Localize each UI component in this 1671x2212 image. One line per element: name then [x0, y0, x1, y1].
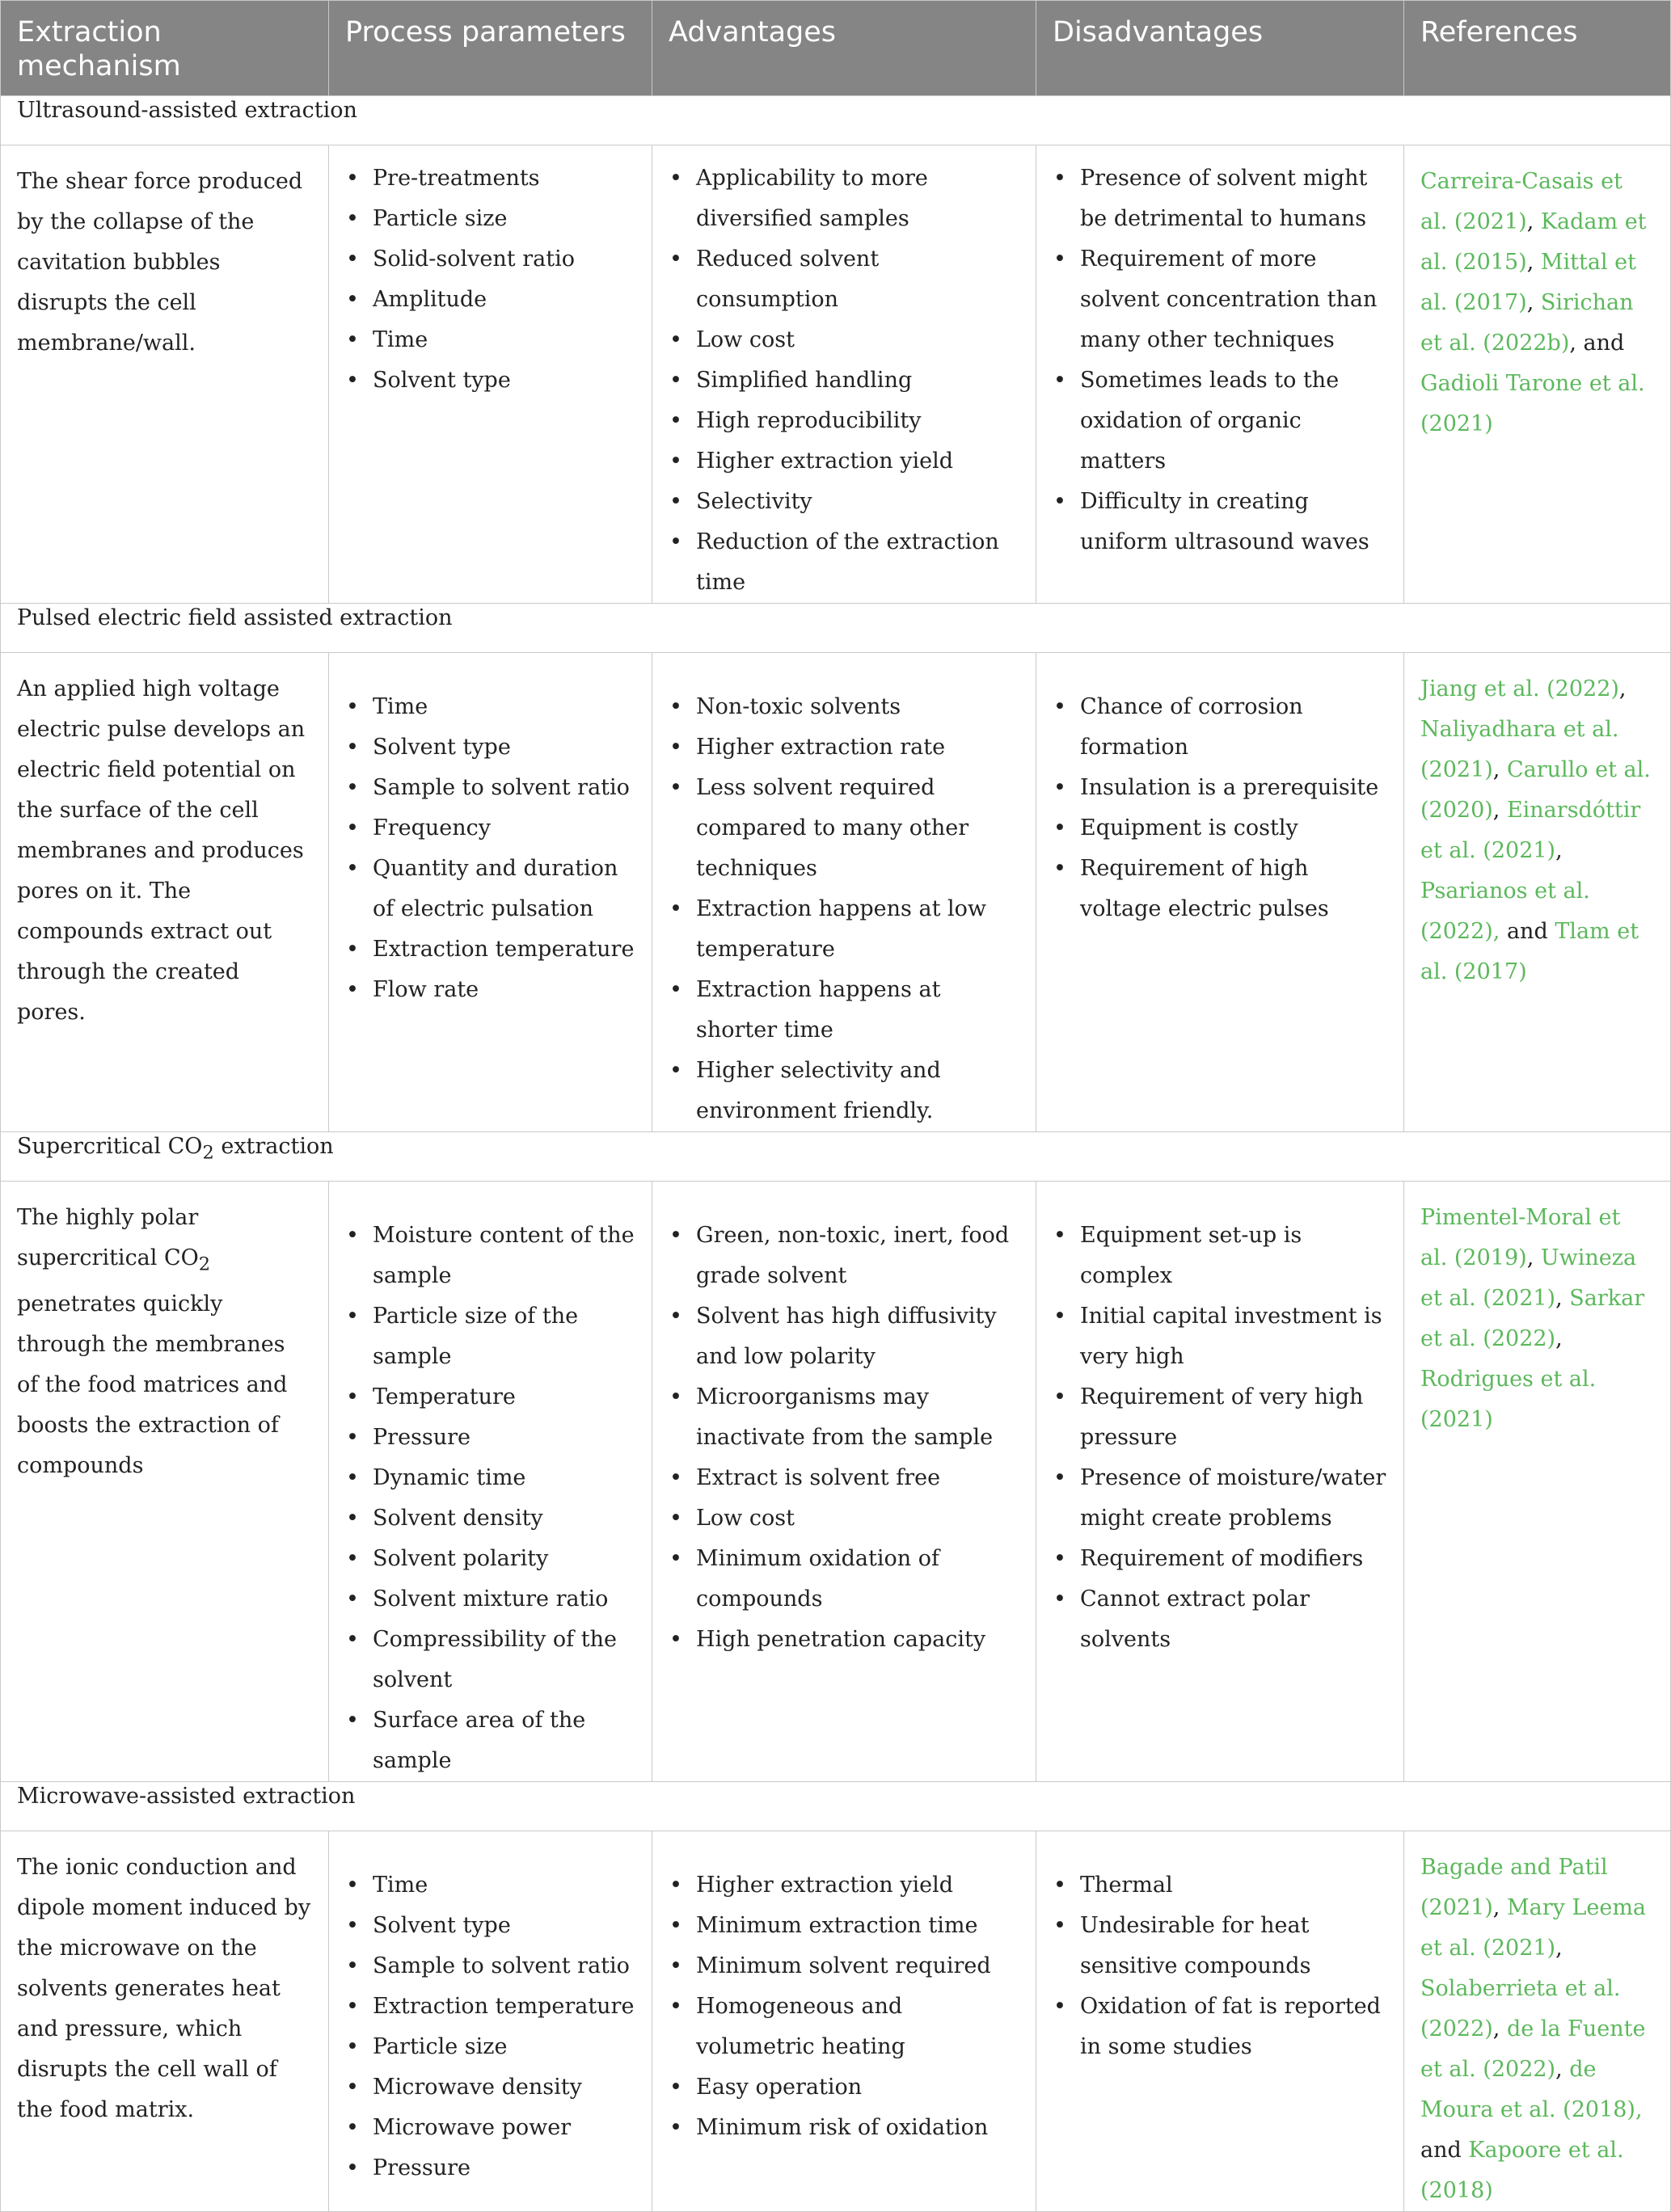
advantage-item: • Higher extraction yield	[669, 1865, 1019, 1906]
parameters-cell	[329, 1831, 652, 2212]
disadvantage-item: • Requirement of modifiers	[1053, 1539, 1387, 1579]
section-title-text: extraction	[213, 1134, 334, 1159]
section-title: Pulsed electric field assisted extraction	[1, 604, 1671, 653]
advantage-item: • Non-toxic solvents	[669, 687, 1019, 727]
parameter-item: • Sample to solvent ratio	[345, 1946, 635, 1987]
advantage-item: • Higher extraction yield	[669, 441, 1019, 482]
disadvantages-cell	[1036, 653, 1404, 1132]
parameters-cell	[329, 1182, 652, 1782]
section-title: Microwave-assisted extraction	[1, 1782, 1671, 1831]
advantage-item: • Minimum risk of oxidation	[669, 2108, 1019, 2148]
parameters-cell	[329, 145, 652, 604]
reference-link[interactable]: Tlam et al. (2017)	[1420, 919, 1639, 984]
disadvantages-cell	[1036, 1831, 1404, 2212]
reference-link[interactable]: Kapoore et al. (2018)	[1420, 2138, 1624, 2203]
advantage-item: • Green, non-toxic, inert, food grade solvent	[669, 1216, 1019, 1296]
reference-separator: , and	[1569, 331, 1625, 356]
disadvantages-cell	[1036, 145, 1404, 604]
parameter-list	[345, 1216, 635, 1781]
reference-separator: ,	[1492, 2016, 1507, 2041]
advantage-item: • Homogeneous and volumetric heating	[669, 1987, 1019, 2067]
reference-link[interactable]: Kadam et al. (2015)	[1420, 209, 1647, 275]
reference-separator: ,	[1492, 1895, 1507, 1920]
mechanism-cell: An applied high voltage electric pulse develops an electric field potential on the surface of the cell membranes and produces pores on it. The compounds extract out through the created pores.	[1, 653, 329, 1132]
reference-link[interactable]: Sarkar et al. (2022)	[1420, 1286, 1645, 1351]
parameter-list	[345, 158, 635, 401]
reference-separator: ,	[1555, 1936, 1563, 1961]
advantage-item: • Low cost	[669, 1498, 1019, 1539]
parameter-item: • Solvent polarity	[345, 1539, 635, 1579]
advantage-item: • Easy operation	[669, 2067, 1019, 2108]
reference-separator: and	[1500, 919, 1555, 944]
parameter-item: • Particle size of the sample	[345, 1296, 635, 1377]
parameter-item: • Surface area of the sample	[345, 1700, 635, 1781]
advantage-item: • Simplified handling	[669, 360, 1019, 401]
advantage-list	[669, 1216, 1019, 1660]
header-disadvantages: Disadvantages	[1036, 1, 1404, 96]
reference-link[interactable]: Solaberrieta et al. (2022)	[1420, 1976, 1621, 2041]
disadvantage-list	[1053, 158, 1387, 562]
disadvantage-item: • Difficulty in creating uniform ultrasound waves	[1053, 482, 1387, 562]
references-cell	[1404, 1831, 1671, 2212]
advantage-item: • Extraction happens at shorter time	[669, 970, 1019, 1051]
advantage-item: • Reduction of the extraction time	[669, 522, 1019, 603]
parameter-item: • Solvent mixture ratio	[345, 1579, 635, 1620]
section-row-supercritical-co2	[1, 1132, 1671, 1182]
parameter-item: • Microwave power	[345, 2108, 635, 2148]
references-cell	[1404, 653, 1671, 1132]
parameter-item: • Extraction temperature	[345, 929, 635, 970]
advantage-item: • Minimum solvent required	[669, 1946, 1019, 1987]
header-references: References	[1404, 1, 1671, 96]
disadvantage-item: • Equipment is costly	[1053, 808, 1387, 849]
parameter-item: • Quantity and duration of electric pulsation	[345, 849, 635, 929]
section-title	[1, 1132, 1671, 1182]
references-cell	[1404, 145, 1671, 604]
parameter-item: • Pre-treatments	[345, 158, 635, 199]
reference-link[interactable]: Naliyadhara et al. (2021)	[1420, 717, 1619, 782]
parameter-item: • Temperature	[345, 1377, 635, 1418]
advantage-item: • Applicability to more diversified samples	[669, 158, 1019, 239]
disadvantage-list	[1053, 687, 1387, 929]
disadvantages-cell	[1036, 1182, 1404, 1782]
advantage-item: • Extraction happens at low temperature	[669, 889, 1019, 970]
parameter-item: • Dynamic time	[345, 1458, 635, 1498]
mechanism-cell	[1, 1182, 329, 1782]
reference-separator: ,	[1555, 2057, 1570, 2082]
reference-separator: ,	[1526, 209, 1541, 234]
advantage-item: • Minimum oxidation of compounds	[669, 1539, 1019, 1620]
reference-link[interactable]: Rodrigues et al. (2021)	[1420, 1367, 1597, 1432]
disadvantage-item: • Undesirable for heat sensitive compounds	[1053, 1906, 1387, 1987]
parameter-item: • Microwave density	[345, 2067, 635, 2108]
parameter-item: • Solvent type	[345, 360, 635, 401]
advantages-cell	[652, 653, 1036, 1132]
parameter-item: • Solvent density	[345, 1498, 635, 1539]
section-row-microwave	[1, 1782, 1671, 1831]
advantage-item: • High reproducibility	[669, 401, 1019, 441]
parameter-item: • Solvent type	[345, 727, 635, 768]
advantage-item: • Minimum extraction time	[669, 1906, 1019, 1946]
reference-link[interactable]: Pimentel-Moral et al. (2019)	[1420, 1205, 1621, 1270]
disadvantage-item: • Equipment set-up is complex	[1053, 1216, 1387, 1296]
advantages-cell	[652, 145, 1036, 604]
reference-link[interactable]: Jiang et al. (2022)	[1420, 676, 1619, 702]
disadvantage-item: • Sometimes leads to the oxidation of organic matters	[1053, 360, 1387, 482]
disadvantage-item: • Requirement of high voltage electric pulses	[1053, 849, 1387, 929]
reference-separator: ,	[1618, 676, 1627, 702]
advantages-cell	[652, 1182, 1036, 1782]
section-title-text: Supercritical CO	[17, 1134, 203, 1159]
parameter-item: • Particle size	[345, 2027, 635, 2067]
disadvantage-item: • Thermal	[1053, 1865, 1387, 1906]
reference-link[interactable]: de Moura et al. (2018),	[1420, 2057, 1643, 2122]
parameter-list	[345, 1865, 635, 2189]
disadvantage-item: • Initial capital investment is very high	[1053, 1296, 1387, 1377]
advantage-item: • Microorganisms may inactivate from the sample	[669, 1377, 1019, 1458]
references-cell	[1404, 1182, 1671, 1782]
mechanism-cell: The ionic conduction and dipole moment induced by the microwave on the solvents generates heat and pressure, which disrupts the cell wall of the food matrix.	[1, 1831, 329, 2212]
advantage-item: • Extract is solvent free	[669, 1458, 1019, 1498]
parameters-cell	[329, 653, 652, 1132]
parameter-item: • Compressibility of the solvent	[345, 1620, 635, 1700]
disadvantage-list	[1053, 1216, 1387, 1660]
parameter-list	[345, 687, 635, 1010]
table-row	[1, 145, 1671, 604]
parameter-item: • Sample to solvent ratio	[345, 768, 635, 808]
advantage-list	[669, 687, 1019, 1131]
reference-separator: ,	[1492, 757, 1507, 782]
parameter-item: • Extraction temperature	[345, 1987, 635, 2027]
disadvantage-item: • Requirement of more solvent concentration than many other techniques	[1053, 239, 1387, 360]
advantage-item: • Low cost	[669, 320, 1019, 360]
disadvantage-item: • Cannot extract polar solvents	[1053, 1579, 1387, 1660]
disadvantage-item: • Presence of solvent might be detrimental to humans	[1053, 158, 1387, 239]
reference-link[interactable]: Carreira-Casais et al. (2021)	[1420, 169, 1622, 234]
reference-separator: and	[1420, 2138, 1469, 2163]
advantage-item: • High penetration capacity	[669, 1620, 1019, 1660]
mechanism-text: The highly polar supercritical CO	[17, 1205, 199, 1270]
advantage-list	[669, 158, 1019, 603]
table-header-row	[1, 1, 1671, 96]
header-process-parameters: Process parameters	[329, 1, 652, 96]
reference-link[interactable]: Psarianos et al. (2022),	[1420, 878, 1590, 944]
reference-link[interactable]: Bagade and Patil (2021)	[1420, 1855, 1608, 1920]
advantage-item: • Selectivity	[669, 482, 1019, 522]
reference-link[interactable]: Mittal et al. (2017)	[1420, 250, 1636, 315]
parameter-item: • Time	[345, 1865, 635, 1906]
parameter-item: • Flow rate	[345, 970, 635, 1010]
subscript: 2	[202, 1142, 214, 1164]
parameter-item: • Pressure	[345, 1418, 635, 1458]
reference-link[interactable]: Sirichan et al. (2022b)	[1420, 290, 1634, 356]
section-row-pulsed-electric-field	[1, 604, 1671, 653]
advantage-item: • Reduced solvent consumption	[669, 239, 1019, 320]
reference-link[interactable]: Gadioli Tarone et al. (2021)	[1420, 371, 1645, 436]
reference-link[interactable]: Einarsdóttir et al. (2021)	[1420, 798, 1641, 863]
parameter-item: • Solid-solvent ratio	[345, 239, 635, 280]
parameter-item: • Time	[345, 320, 635, 360]
table-row	[1, 1831, 1671, 2212]
disadvantage-list	[1053, 1865, 1387, 2067]
reference-separator: ,	[1492, 798, 1507, 823]
parameter-item: • Solvent type	[345, 1906, 635, 1946]
reference-link[interactable]: Uwineza et al. (2021)	[1420, 1245, 1637, 1311]
reference-link[interactable]: Mary Leema et al. (2021)	[1420, 1895, 1647, 1961]
reference-separator: ,	[1526, 1245, 1541, 1270]
disadvantage-item: • Presence of moisture/water might create problems	[1053, 1458, 1387, 1539]
reference-link[interactable]: de la Fuente et al. (2022)	[1420, 2016, 1646, 2082]
advantage-item: • Less solvent required compared to many other techniques	[669, 768, 1019, 889]
table-row	[1, 653, 1671, 1132]
mechanism-text: penetrates quickly through the membranes of the food matrices and boosts the extraction of compounds	[17, 1291, 288, 1479]
reference-separator: ,	[1526, 250, 1541, 275]
reference-separator: ,	[1526, 290, 1541, 315]
advantages-cell	[652, 1831, 1036, 2212]
disadvantage-item: • Chance of corrosion formation	[1053, 687, 1387, 768]
reference-separator: ,	[1555, 1326, 1563, 1351]
table-row	[1, 1182, 1671, 1782]
advantage-item: • Higher extraction rate	[669, 727, 1019, 768]
disadvantage-item: • Insulation is a prerequisite	[1053, 768, 1387, 808]
advantage-item: • Higher selectivity and environment friendly.	[669, 1051, 1019, 1131]
subscript: 2	[198, 1253, 211, 1275]
disadvantage-item: • Requirement of very high pressure	[1053, 1377, 1387, 1458]
reference-separator: ,	[1555, 838, 1563, 863]
disadvantage-item: • Oxidation of fat is reported in some studies	[1053, 1987, 1387, 2067]
advantage-list	[669, 1865, 1019, 2148]
parameter-item: • Frequency	[345, 808, 635, 849]
mechanism-cell: The shear force produced by the collapse of the cavitation bubbles disrupts the cell membrane/wall.	[1, 145, 329, 604]
parameter-item: • Moisture content of the sample	[345, 1216, 635, 1296]
parameter-item: • Pressure	[345, 2148, 635, 2189]
parameter-item: • Amplitude	[345, 280, 635, 320]
section-row-ultrasound	[1, 96, 1671, 145]
parameter-item: • Time	[345, 687, 635, 727]
reference-separator: ,	[1555, 1286, 1570, 1311]
reference-link[interactable]: Carullo et al. (2020)	[1420, 757, 1651, 823]
header-advantages: Advantages	[652, 1, 1036, 96]
advantage-item: • Solvent has high diffusivity and low polarity	[669, 1296, 1019, 1377]
parameter-item: • Particle size	[345, 199, 635, 239]
section-title: Ultrasound-assisted extraction	[1, 96, 1671, 145]
header-extraction-mechanism: Extraction mechanism	[1, 1, 329, 96]
